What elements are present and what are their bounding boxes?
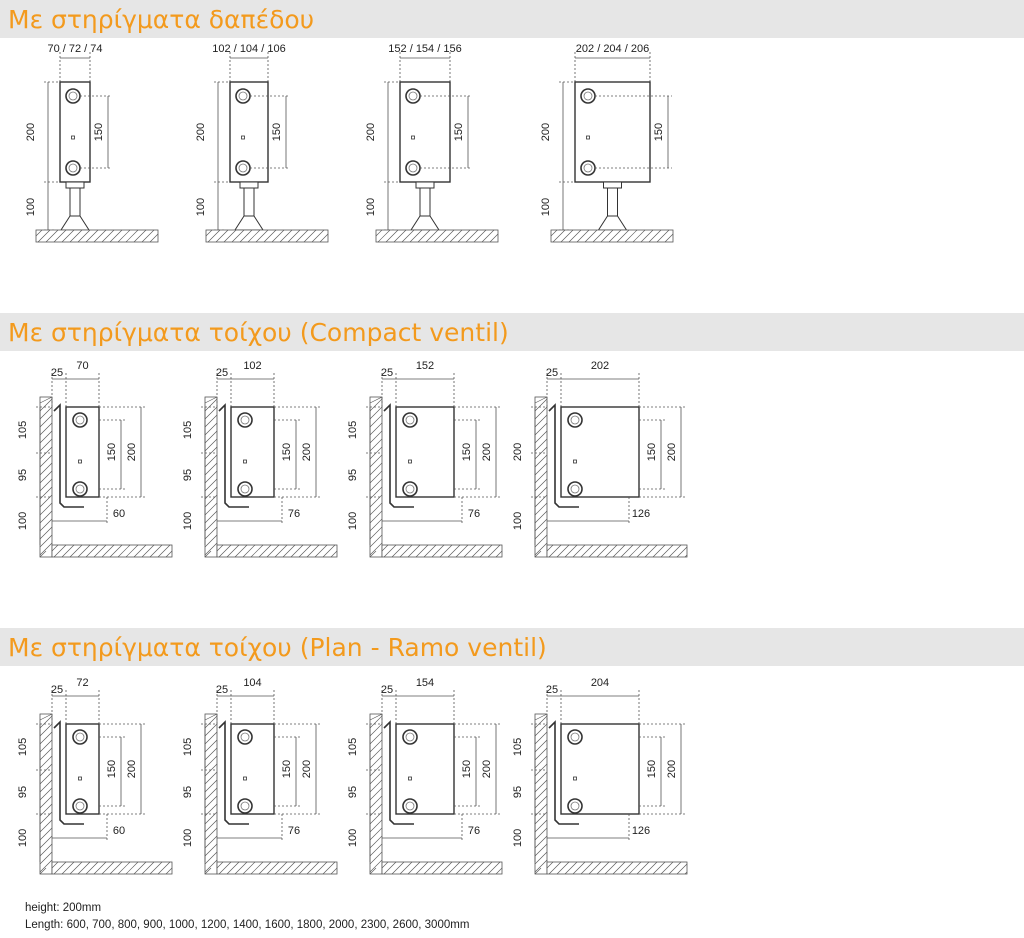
stand-foot (235, 216, 263, 230)
spacing-label: 150 (461, 442, 473, 462)
height-label: 200 (481, 442, 493, 462)
offset-label: 25 (215, 684, 229, 696)
bottom-valve (568, 799, 582, 813)
floor-diagram-3 (360, 40, 510, 250)
depth-label: 76 (287, 508, 301, 520)
floor-hatch (547, 545, 687, 557)
height-label: 200 (481, 759, 493, 779)
height-label: 200 (301, 442, 313, 462)
depth-label: 60 (112, 508, 126, 520)
stand-clamp (66, 182, 84, 188)
height-label: 200 (666, 442, 678, 462)
section-band-floor (0, 0, 1024, 38)
top-offset-label: 105 (347, 737, 359, 757)
bottom-valve (406, 161, 420, 175)
width-label: 102 (243, 360, 262, 372)
mid-label: 95 (182, 785, 194, 799)
floor-height-label: 100 (347, 828, 359, 848)
bottom-valve (238, 482, 252, 496)
section-title-wall-compact: Με στηρίγματα τοίχου (Compact ventil) (8, 318, 509, 347)
specs-length: Length: 600, 700, 800, 900, 1000, 1200, 1400, 1600, 1800, 2000, 2300, 2600, 3000mm (25, 919, 470, 931)
width-label: 204 (590, 677, 610, 689)
floor-height-label: 100 (182, 511, 194, 531)
section-title-floor: Με στηρίγματα δαπέδου (8, 5, 315, 34)
bottom-valve (403, 799, 417, 813)
width-label: 202 / 204 / 206 (575, 43, 650, 55)
offset-label: 25 (50, 367, 64, 379)
wall-compact-diagram-3 (347, 360, 508, 575)
floor-height-label: 100 (195, 197, 207, 217)
bottom-valve (581, 161, 595, 175)
bottom-valve (236, 161, 250, 175)
top-valve (568, 730, 582, 744)
wall-plan-diagram-1 (17, 677, 178, 892)
stand-clamp (604, 182, 622, 188)
spacing-label: 150 (106, 442, 118, 462)
width-label: 152 / 154 / 156 (388, 43, 462, 55)
bottom-valve (73, 799, 87, 813)
floor-diagram-4 (535, 40, 695, 250)
width-label: 104 (243, 677, 262, 689)
top-valve (568, 413, 582, 427)
width-label: 70 / 72 / 74 (47, 43, 103, 55)
height-label: 200 (365, 122, 377, 142)
height-label: 200 (126, 442, 138, 462)
height-label: 200 (195, 122, 207, 142)
offset-label: 25 (545, 367, 559, 379)
section-band-wall-plan (0, 628, 1024, 666)
height-label: 200 (540, 122, 552, 142)
top-valve (238, 413, 252, 427)
floor-height-label: 100 (182, 828, 194, 848)
stand-foot (411, 216, 439, 230)
bottom-valve (73, 482, 87, 496)
wall-compact-diagram-2 (182, 360, 343, 575)
mid-label: 95 (347, 785, 359, 799)
depth-label: 76 (467, 825, 481, 837)
top-valve (403, 730, 417, 744)
height-label: 200 (301, 759, 313, 779)
floor-height-label: 100 (512, 511, 524, 531)
stand-foot (599, 216, 627, 230)
bottom-valve (238, 799, 252, 813)
depth-label: 126 (631, 508, 651, 520)
section-band-wall-compact (0, 313, 1024, 351)
top-offset-label: 105 (347, 420, 359, 440)
top-valve (238, 730, 252, 744)
offset-label: 25 (50, 684, 64, 696)
wall-compact-diagram-1 (17, 360, 178, 575)
stand-post (420, 188, 430, 216)
specs-height: height: 200mm (25, 902, 102, 914)
top-offset-label: 105 (182, 737, 194, 757)
height-label: 200 (666, 759, 678, 779)
stand-post (70, 188, 80, 216)
spacing-label: 150 (93, 122, 105, 142)
bottom-valve (66, 161, 80, 175)
spacing-label: 150 (646, 442, 658, 462)
depth-label: 126 (631, 825, 651, 837)
specs-block (25, 900, 469, 934)
width-label: 102 / 104 / 106 (212, 43, 286, 55)
spacing-label: 150 (646, 759, 658, 779)
top-valve (73, 730, 87, 744)
spacing-label: 150 (653, 122, 665, 142)
top-valve (236, 89, 250, 103)
mid-label: 95 (512, 785, 524, 799)
height-label: 200 (126, 759, 138, 779)
stand-post (608, 188, 618, 216)
floor-height-label: 100 (17, 828, 29, 848)
floor-hatch (547, 862, 687, 874)
bottom-valve (403, 482, 417, 496)
floor-height-label: 100 (512, 828, 524, 848)
top-offset-label: 105 (17, 420, 29, 440)
top-valve (406, 89, 420, 103)
width-label: 202 (590, 360, 610, 372)
mid-label: 95 (17, 785, 29, 799)
stand-clamp (240, 182, 258, 188)
top-offset-label: 105 (17, 737, 29, 757)
top-offset-label: 105 (512, 737, 524, 757)
wall-plan-diagram-2 (182, 677, 343, 892)
width-label: 72 (76, 677, 89, 689)
top-valve (581, 89, 595, 103)
stand-post (244, 188, 254, 216)
top-valve (403, 413, 417, 427)
stand-clamp (416, 182, 434, 188)
spacing-label: 150 (106, 759, 118, 779)
floor-diagram-1 (20, 40, 170, 250)
floor-height-label: 100 (540, 197, 552, 217)
stand-foot (61, 216, 89, 230)
depth-label: 60 (112, 825, 126, 837)
spacing-label: 150 (281, 442, 293, 462)
mid-label: 95 (182, 468, 194, 482)
floor-height-label: 100 (347, 511, 359, 531)
mid-label: 200 (512, 442, 524, 462)
offset-label: 25 (545, 684, 559, 696)
width-label: 70 (76, 360, 89, 372)
wall-plan-diagram-4 (512, 677, 693, 892)
wall-compact-diagram-4 (512, 360, 693, 575)
floor-height-label: 100 (365, 197, 377, 217)
height-label: 200 (25, 122, 37, 142)
floor-height-label: 100 (25, 197, 37, 217)
top-valve (73, 413, 87, 427)
top-offset-label: 105 (182, 420, 194, 440)
section-title-wall-plan: Με στηρίγματα τοίχου (Plan - Ramo ventil) (8, 633, 547, 662)
wall-plan-diagram-3 (347, 677, 508, 892)
width-label: 152 (415, 360, 435, 372)
offset-label: 25 (380, 367, 394, 379)
floor-diagram-2 (190, 40, 340, 250)
depth-label: 76 (287, 825, 301, 837)
bottom-valve (568, 482, 582, 496)
spacing-label: 150 (461, 759, 473, 779)
mid-label: 95 (347, 468, 359, 482)
mid-label: 95 (17, 468, 29, 482)
spacing-label: 150 (271, 122, 283, 142)
spacing-label: 150 (453, 122, 465, 142)
offset-label: 25 (380, 684, 394, 696)
depth-label: 76 (467, 508, 481, 520)
spacing-label: 150 (281, 759, 293, 779)
width-label: 154 (415, 677, 435, 689)
offset-label: 25 (215, 367, 229, 379)
top-valve (66, 89, 80, 103)
floor-height-label: 100 (17, 511, 29, 531)
